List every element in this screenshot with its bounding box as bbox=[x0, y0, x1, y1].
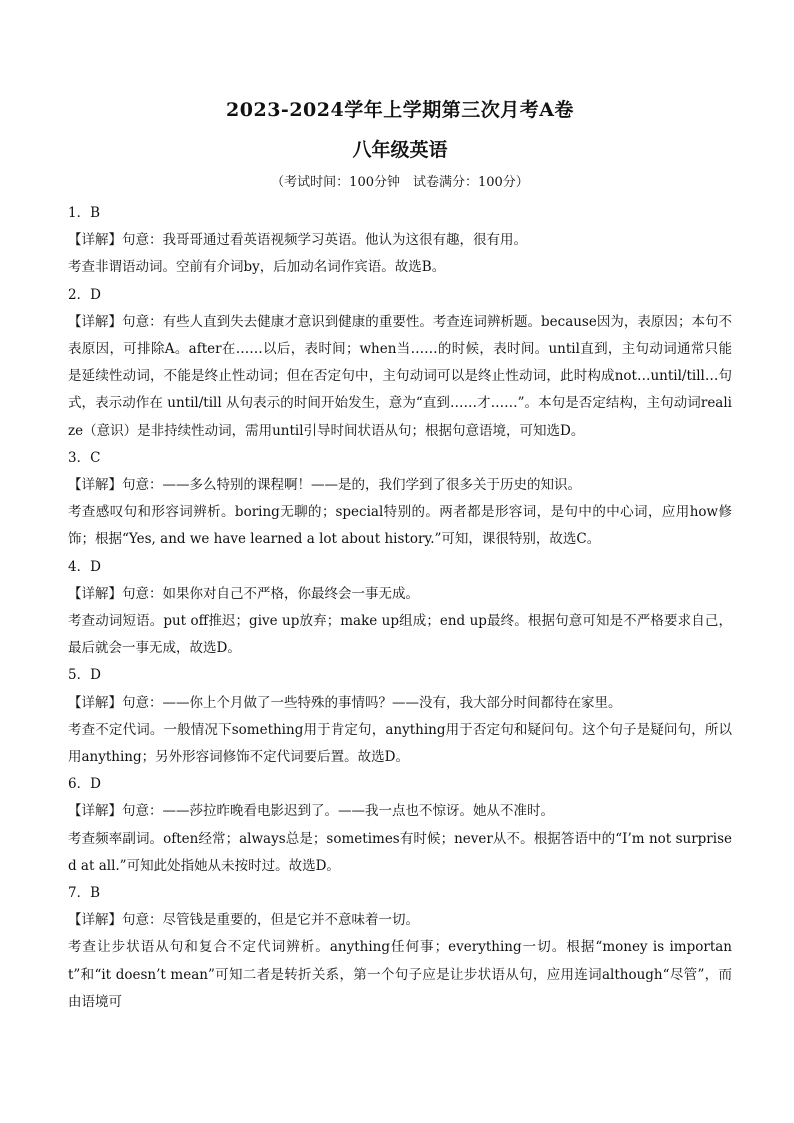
answer-explanation: 【详解】句意：——你上个月做了一些特殊的事情吗？——没有，我大部分时间都待在家里。 bbox=[68, 694, 622, 711]
answer-item-5 bbox=[68, 662, 732, 771]
answer-item-7 bbox=[68, 880, 732, 1016]
answer-explanation: 考查动词短语。put off推迟；give up放弃；make up组成；end up最终。根据句意可知是不严格要求自己，最后就会一事无成，故选D。 bbox=[68, 613, 732, 657]
answer-item-6 bbox=[68, 771, 732, 880]
answer-item-3 bbox=[68, 445, 732, 554]
answer-explanation: 【详解】句意：——多么特别的课程啊！——是的，我们学到了很多关于历史的知识。 bbox=[68, 477, 581, 494]
answer-explanation: 【详解】句意：有些人直到失去健康才意识到健康的重要性。考查连词辨析题。because因为，表原因；本句不表原因，可排除A。after在……以后，表时间；when当……的时候，表时间。until直到，主句动词通常只能是延续性动词，不能是终止性动词；但在否定句中，主句动词可以是终止性动词，此时构成not…until/till…句式，表示动作在 until/till 从句表示的时间开始发生，意为“直到……才……”。本句是否定结构，主句动词realize（意识）是非持续性动词，需用until引导时间状语从句；根据句意语境，可知选D。 bbox=[68, 313, 732, 439]
answer-explanation: 【详解】句意：尽管钱是重要的，但是它并不意味着一切。 bbox=[68, 912, 419, 929]
page-title: 2023-2024学年上学期第三次月考A卷 bbox=[226, 99, 574, 121]
page-subtitle: 八年级英语 bbox=[352, 139, 448, 161]
answer-explanation: 考查感叹句和形容词辨析。boring无聊的；special特别的。两者都是形容词，是句中的中心词，应用how修饰；根据“Yes, and we have learned a lot about history.”可知，课很特别，故选C。 bbox=[68, 504, 732, 548]
answer-explanation: 【详解】句意：如果你对自己不严格，你最终会一事无成。 bbox=[68, 585, 419, 602]
answer-explanation: 考查非谓语动词。空前有介词by，后加动名词作宾语。故选B。 bbox=[68, 259, 446, 276]
answer-number: 4．D bbox=[68, 558, 101, 575]
answer-explanation: 考查让步状语从句和复合不定代词辨析。anything任何事；everything一切。根据“money is important”和“it doesn’t mean”可知二者是转折关系，第一个句子应是让步状语从句，应用连词although“尽管”，而由语境可 bbox=[68, 939, 732, 1010]
answer-number: 5．D bbox=[68, 667, 101, 684]
answer-number: 2．D bbox=[68, 286, 101, 303]
exam-meta: （考试时间：100分钟 试卷满分：100分） bbox=[271, 175, 529, 190]
answer-explanation: 【详解】句意：——莎拉昨晚看电影迟到了。——我一点也不惊讶。她从不准时。 bbox=[68, 803, 554, 820]
answer-item-1 bbox=[68, 200, 732, 282]
answer-explanation: 考查不定代词。一般情况下something用于肯定句，anything用于否定句和疑问句。这个句子是疑问句，所以用anything；另外形容词修饰不定代词要后置。故选D。 bbox=[68, 721, 732, 766]
answer-explanation: 考查频率副词。often经常；always总是；sometimes有时候；never从不。根据答语中的“I’m not surprised at all.”可知此处指她从未按时过。故选D。 bbox=[68, 830, 732, 874]
answer-number: 1．B bbox=[68, 205, 101, 221]
answer-number: 7．B bbox=[68, 885, 101, 902]
answer-number: 6．D bbox=[68, 776, 101, 793]
answer-number: 3．C bbox=[68, 449, 101, 466]
answer-item-4 bbox=[68, 554, 732, 663]
answer-item-2 bbox=[68, 282, 732, 445]
answer-explanation: 【详解】句意：我哥哥通过看英语视频学习英语。他认为这很有趣，很有用。 bbox=[68, 232, 527, 249]
